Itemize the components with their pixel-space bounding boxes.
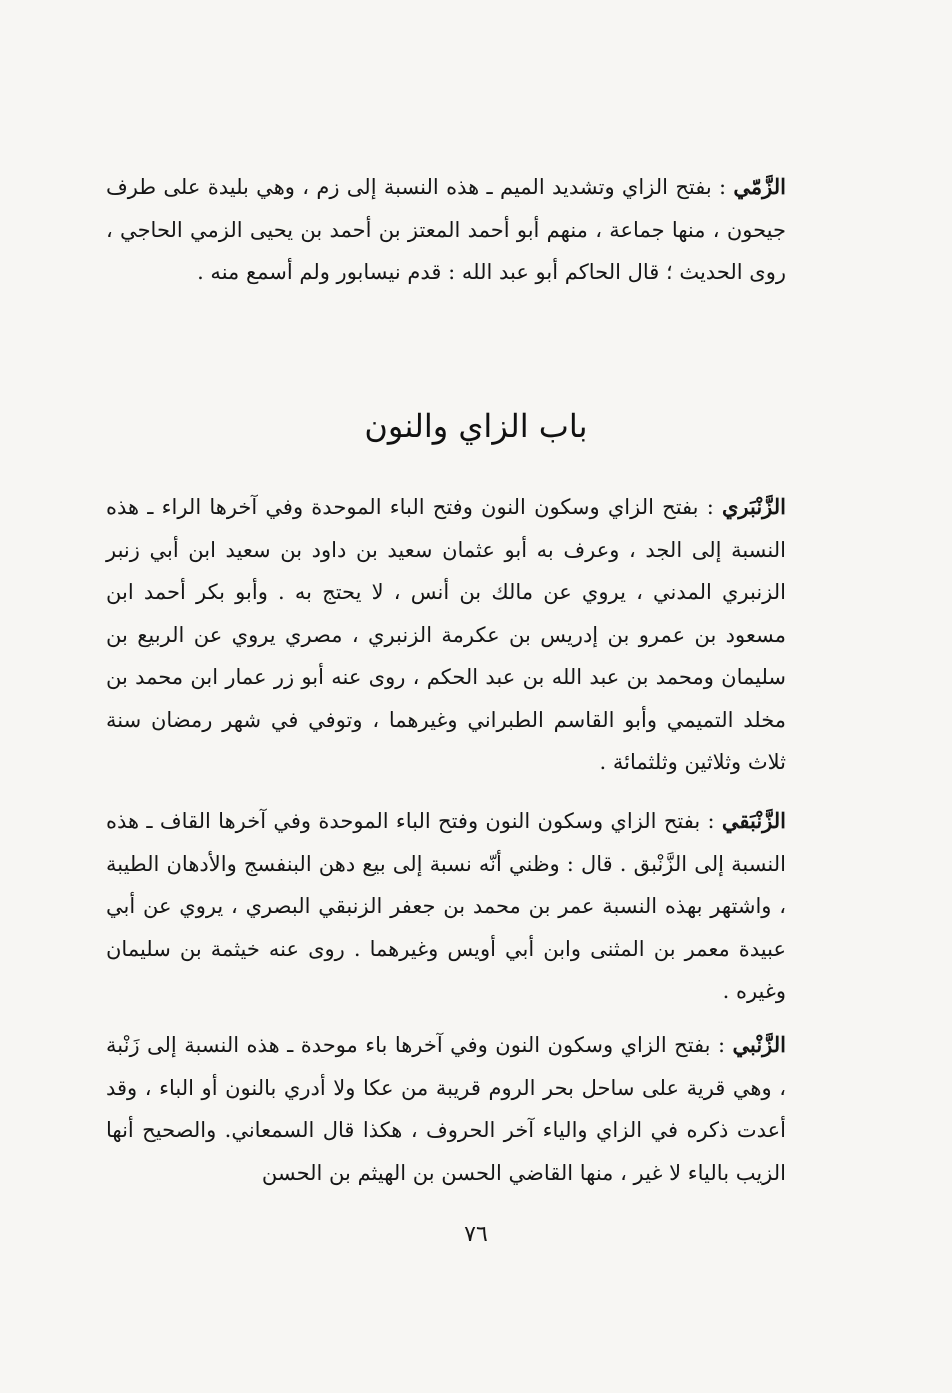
entry-term: الزَّنْبَقي [721,808,786,833]
page-number: ٧٦ [464,1222,488,1247]
entry-paragraph [106,486,786,784]
entry-zanbaqi [106,800,786,1013]
entry-zanbi [106,1024,786,1194]
entry-body: : بفتح الزاي وسكون النون وفي آخرها باء موحدة ـ هذه النسبة إلى زَنْبة ، وهي قرية على ساحل بحر الروم قريبة من عكا ولا أدري بالنون أو الباء ، وقد أعدت ذكره في الزاي والياء آخر الحروف ، هكذا قال السمعاني. والصحيح أنها الزيب بالياء لا غير ، منها القاضي الحسن بن الهيثم بن الحسن [106,1033,786,1185]
entry-paragraph [106,1024,786,1194]
entry-body: : بفتح الزاي وسكون النون وفتح الباء الموحدة وفي آخرها القاف ـ هذه النسبة إلى الزَّنْبق . قال : وظني أنّه نسبة إلى بيع دهن البنفسج والأدهان الطيبة ، واشتهر بهذه النسبة عمر بن محمد بن جعفر الزنبقي البصري ، يروي عن أبي عبيدة معمر بن المثنى وابن أبي أويس وغيرهما . روى عنه خيثمة بن سليمان وغيره . [106,809,786,1003]
entry-term: الزَّمّي [733,174,786,199]
entry-paragraph [106,166,786,294]
entry-body: : بفتح الزاي وسكون النون وفتح الباء الموحدة وفي آخرها الراء ـ هذه النسبة إلى الجد ، وعرف به أبو عثمان سعيد بن داود بن سعيد ابن أبي زنبر الزنبري المدني ، يروي عن مالك بن أنس ، لا يحتج به . وأبو بكر أحمد ابن مسعود بن عمرو بن إدريس بن عكرمة الزنبري ، مصري يروي عن الربيع بن سليمان ومحمد بن عبد الله بن عبد الحكم ، روى عنه أبو زر عمار ابن محمد بن مخلد التميمي وأبو القاسم الطبراني وغيرهما ، وتوفي في شهر رمضان سنة ثلاث وثلاثين وثلثمائة . [106,495,786,774]
entry-zanbari [106,486,786,784]
entry-paragraph [106,800,786,1013]
entry-term: الزَّنْبي [732,1032,786,1057]
entry-zammi [106,166,786,294]
section-heading: باب الزاي والنون [364,407,588,445]
entry-term: الزَّنْبَري [721,494,786,519]
entry-body: : بفتح الزاي وتشديد الميم ـ هذه النسبة إلى زم ، وهي بليدة على طرف جيحون ، منها جماعة ، منهم أبو أحمد المعتز بن أحمد بن يحيى الزمي الحاجي ، روى الحديث ؛ قال الحاكم أبو عبد الله : قدم نيسابور ولم أسمع منه . [106,175,786,284]
